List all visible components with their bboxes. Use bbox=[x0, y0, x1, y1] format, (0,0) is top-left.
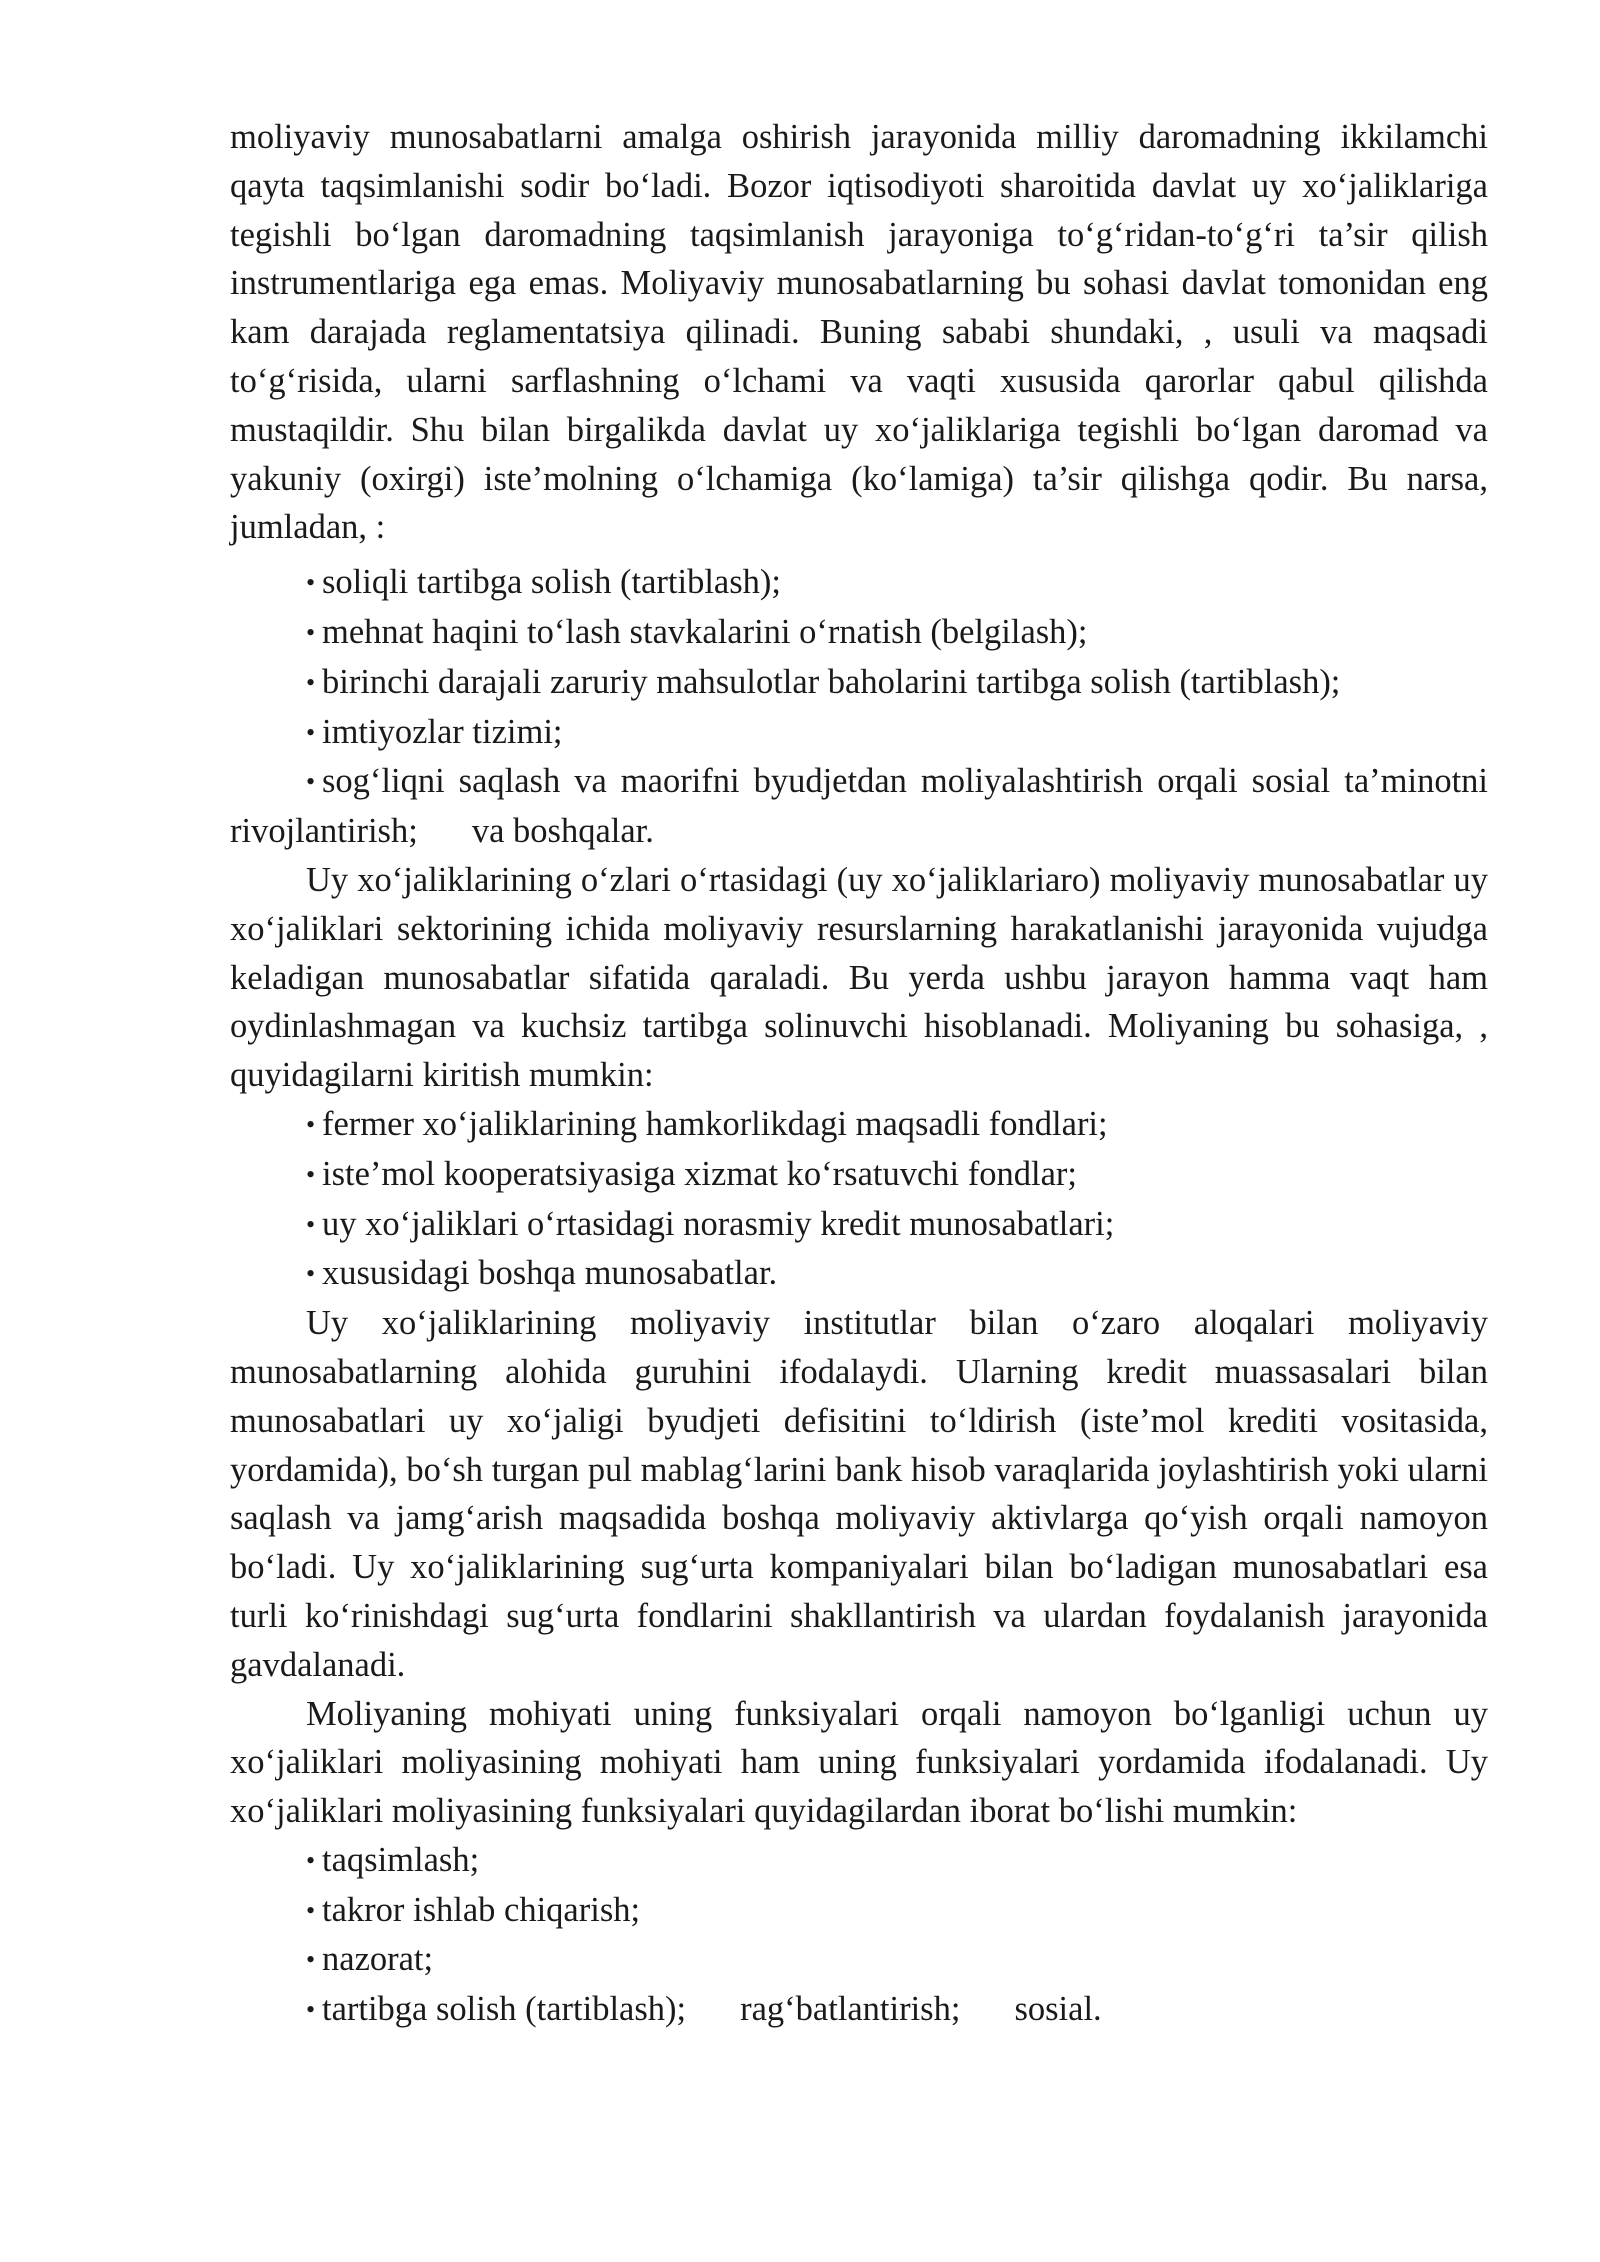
paragraph-4: Moliyaning mohiyati uning funksiyalari orqali namoyon bo‘lganligi uchun uy xo‘jaliklari moliyasining mohiyati ham uning funksiyalari yordamida ifodalanadi. Uy xo‘jaliklari moliyasining funksiyalari quyidagilardan iborat bo‘lishi mumkin: bbox=[230, 1694, 1488, 1831]
bullet-icon: • bbox=[306, 1209, 316, 1239]
list-item bbox=[230, 608, 1488, 658]
list-item bbox=[230, 1935, 1488, 1985]
list-item-text: birinchi darajali zaruriy mahsulotlar baholarini tartibga solish (tartiblash); bbox=[322, 662, 1341, 701]
list-item-text: xususidagi boshqa munosabatlar. bbox=[322, 1254, 778, 1293]
list-item bbox=[230, 658, 1488, 708]
bullet-icon: • bbox=[306, 717, 316, 747]
list-tail-text: va boshqalar. bbox=[471, 812, 654, 851]
list-item-text: tartibga solish (tartiblash); bbox=[322, 1990, 687, 2029]
bullet-icon: • bbox=[306, 1845, 316, 1875]
list-item bbox=[230, 1150, 1488, 1200]
bullet-list-3 bbox=[230, 1836, 1488, 2035]
paragraph-2: Uy xo‘jaliklarining o‘zlari o‘rtasidagi (uy xo‘jaliklariaro) moliyaviy munosabatlar uy xo‘jaliklari sektorining ichida moliyaviy resurslarning harakatlanishi jarayonida vujudga keladigan munosabatlar sifatida qaraladi. Bu yerda ushbu jarayon hamma vaqt ham oydinlashmagan va kuchsiz tartibga solinuvchi hisoblanadi. Moliyaning bu sohasiga, , quyidagilarni kiritish mumkin: bbox=[230, 860, 1488, 1095]
list-item bbox=[230, 1200, 1488, 1250]
list-item bbox=[230, 1985, 1488, 2035]
bullet-icon: • bbox=[306, 1995, 316, 2025]
bullet-icon: • bbox=[306, 1259, 316, 1289]
paragraph-3: Uy xo‘jaliklarining moliyaviy institutlar bilan o‘zaro aloqalari moliyaviy munosabatlarning alohida guruhini ifodalaydi. Ularning kredit muassasalari bilan munosabatlari uy xo‘jaligi byudjeti defisitini to‘ldirish (iste’mol krediti vositasida, yordamida), bo‘sh turgan pul mablag‘larini bank hisob varaqlarida joylashtirish yoki ularni saqlash va jamg‘arish maqsadida boshqa moliyaviy aktivlarga qo‘yish orqali namoyon bo‘ladi. Uy xo‘jaliklarining sug‘urta kompaniyalari bilan bo‘ladigan munosabatlari esa turli ko‘rinishdagi sug‘urta fondlarini shakllantirish va ulardan foydalanish jarayonida gavdalanadi. bbox=[230, 1304, 1488, 1684]
list-item-text: taqsimlash; bbox=[322, 1840, 480, 1879]
bullet-icon: • bbox=[306, 1895, 316, 1925]
list-item bbox=[230, 558, 1488, 608]
list-item-text: sog‘liqni saqlash va maorifni byudjetdan moliyalashtirish orqali sosial ta’minotni rivojlantirish; bbox=[230, 762, 1488, 851]
list-tail-text: rag‘batlantirish; bbox=[740, 1990, 961, 2029]
bullet-icon: • bbox=[306, 1109, 316, 1139]
bullet-list-1 bbox=[230, 558, 1488, 856]
list-item-text: soliqli tartibga solish (tartiblash); bbox=[322, 563, 781, 602]
list-item-text: fermer xo‘jaliklarining hamkorlikdagi maqsadli fondlari; bbox=[322, 1104, 1108, 1143]
bullet-icon: • bbox=[306, 568, 316, 598]
list-item-text: nazorat; bbox=[322, 1940, 434, 1979]
list-item bbox=[230, 1836, 1488, 1886]
paragraph-1: moliyaviy munosabatlarni amalga oshirish jarayonida milliy daromadning ikkilamchi qayta taqsimlanishi sodir bo‘ladi. Bozor iqtisodiyoti sharoitida davlat uy xo‘jaliklariga tegishli bo‘lgan daromadning taqsimlanish jarayoniga to‘g‘ridan-to‘g‘ri ta’sir qilish instrumentlariga ega emas. Moliyaviy munosabatlarning bu sohasi davlat tomonidan eng kam darajada reglamentatsiya qilinadi. Buning sababi shundaki, , usuli va maqsadi to‘g‘risida, ularni sarflashning o‘lchami va vaqti xususida qarorlar qabul qilishda mustaqildir. Shu bilan birgalikda davlat uy xo‘jaliklariga tegishli bo‘lgan daromad va yakuniy (oxirgi) iste’molning o‘lchamiga (ko‘lamiga) ta’sir qilishga qodir. Bu narsa, jumladan, : bbox=[230, 118, 1488, 547]
document-page bbox=[230, 113, 1488, 2035]
bullet-icon: • bbox=[306, 767, 316, 797]
bullet-list-2 bbox=[230, 1100, 1488, 1299]
list-item bbox=[230, 757, 1488, 856]
bullet-icon: • bbox=[306, 617, 316, 647]
list-item-text: mehnat haqini to‘lash stavkalarini o‘rnatish (belgilash); bbox=[322, 612, 1088, 651]
list-item bbox=[230, 1100, 1488, 1150]
list-item bbox=[230, 1886, 1488, 1936]
list-item-text: iste’mol kooperatsiyasiga xizmat ko‘rsatuvchi fondlar; bbox=[322, 1154, 1077, 1193]
list-item-text: takror ishlab chiqarish; bbox=[322, 1890, 641, 1929]
list-item bbox=[230, 708, 1488, 758]
list-item-text: imtiyozlar tizimi; bbox=[322, 712, 563, 751]
list-item-text: uy xo‘jaliklari o‘rtasidagi norasmiy kredit munosabatlari; bbox=[322, 1204, 1115, 1243]
list-item bbox=[230, 1249, 1488, 1299]
bullet-icon: • bbox=[306, 1159, 316, 1189]
list-tail-text: sosial. bbox=[1014, 1990, 1102, 2029]
bullet-icon: • bbox=[306, 1945, 316, 1975]
bullet-icon: • bbox=[306, 667, 316, 697]
